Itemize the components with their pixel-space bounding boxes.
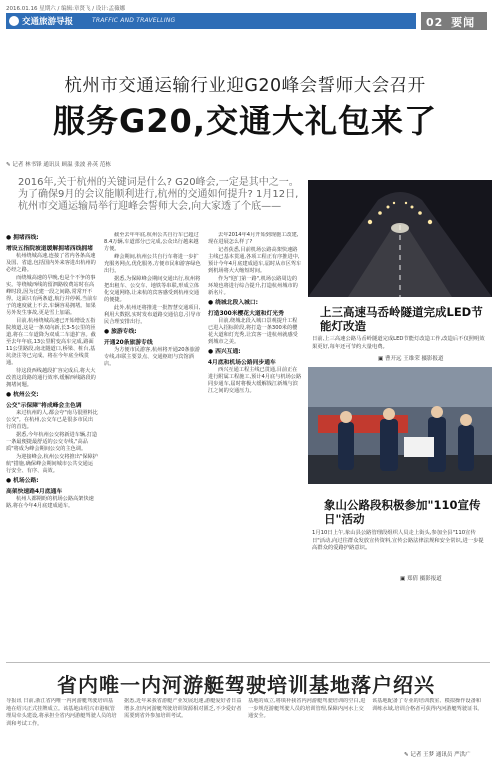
- photo2-caption-body: 1月10日上午,象山县公路管理段组织人员走上街头,参加全县"110宣传日"活动,向过往群众发放宣传资料,宣传公路法律法规和安全常识,进一步提高群众的爱路护路意识。: [312, 530, 484, 551]
- subheading: ● 绕城北段入城口:: [208, 300, 258, 306]
- subheading: 高架快速路4月底通车: [6, 488, 63, 495]
- paragraph: 据悉,为保障峰会期间交通出行,杭州将把出租车、公交车、地铁等串联,形成立体化交通网络,让来杭的宾客感受到杭州交通的便捷。: [104, 276, 201, 303]
- page-number-block: [421, 12, 487, 30]
- article-column-2: [104, 232, 202, 662]
- subheading: ● 杭州公交:: [6, 392, 39, 398]
- paragraph: 西兴互通工程主线已贯通,目前正在进行附属工程施工,预计4月底与机场公路同步通车,届时将极大缓解钱江新城与滨江之间的交通压力。: [208, 367, 302, 394]
- photo2-caption-title: 象山公路段积极参加"110宣传日"活动: [324, 498, 481, 526]
- paragraph: 杭州人都期盼的机场公路高架快速路,将在今年4月底建成通车。: [6, 496, 94, 509]
- paragraph: 而绕城高速的早晚,也是个不争的事实。等绕城西线的留泗路收费站时在高峰时段,因为迁建一段之间路,常常开不得。这面只有两条道,航行并停顿,当前车子的速度就上不去,车辆容易拥堵。如果另外发生事故,更是雪上加霜。: [6, 275, 98, 316]
- photo1-credit: [378, 354, 443, 362]
- bottom-article-column-3: 基地的成立,将填补我省内河游艇驾驶培训的空白,进一步规范游艇驾驶人员的培训管理,保障内河水上交通安全。: [248, 698, 366, 719]
- camera-icon: ▣: [400, 576, 406, 582]
- subheading: 打造300米樱花大道和灯光秀: [208, 310, 284, 317]
- section-title: 交通旅游导报: [22, 17, 74, 27]
- section-title-english: TRAFFIC AND TRAVELLING: [92, 17, 176, 24]
- subheading: 公交"示保障"将成峰会主色调: [6, 402, 82, 409]
- pen-icon: ✎: [6, 162, 11, 168]
- bottom-credit-text: 记者 王梦 通讯员 严洪广: [410, 752, 471, 758]
- subheading: 开通20条旅游专线: [104, 339, 153, 346]
- subheading: ● 旅游专线:: [104, 329, 137, 335]
- page-number: 02: [426, 16, 444, 29]
- lead-paragraph: 2016年,关于杭州的关键词是什么? G20峰会,一定是其中之一。为了确保9月的会议能顺利进行,杭州的交通如何提升? 1月12日,杭州市交通运输局举行迎峰会誓师大会,向大家透了个底——: [18, 177, 299, 212]
- date-line: 2016.01.16 星期六 / 编辑:章贤飞 / 设计:孟薇娜: [6, 6, 126, 12]
- paragraph: 记者获悉,目前机场公路高架快速路主线已基本贯通,各项工程正有序推进中,预计今年4月底建成通车,届时从市区驾车到机场将大大缩短时间。: [208, 247, 302, 274]
- paragraph: 去年2014年4月开始到现施工改建,现在进展怎么样了?: [208, 232, 299, 245]
- section-divider: [6, 662, 490, 663]
- article-column-3: [208, 232, 302, 662]
- newspaper-logo-icon: [9, 16, 19, 26]
- paragraph: 截至去年年底,杭州公共自行车已超过8.4万辆,车道部分已完成,公众出行越来越方便。: [104, 232, 199, 252]
- paragraph: 目前,杭州绕城高速已开始增设五指院坡道,这是一条双向新,长3-5公里的匝道,将在二车道降为双成二车道扩容。截至去年年底,13公里附变高车完成,路面11公里路段,南北隧道口,桥梁、桩台,基坑浇注等已完成。将在今年底全线贯通。: [6, 318, 96, 366]
- paragraph: 据悉,今年杭州公交将新进车辆,打造一条最便捷最舒适的公交专线,"高品质"将成为峰会期间公交的主色调。: [6, 432, 98, 452]
- photo2-credit: [400, 574, 442, 582]
- paragraph: 待这段西线越段扩容完成后,将大大改善这段路的通行效率,缓解西线路段的拥堵问题。: [6, 368, 96, 388]
- photo1-caption-title: 上三高速马岙岭隧道完成LED节能灯改造: [320, 305, 483, 333]
- photo1-caption-body: 日前,上三高速公路马岙岭隧道完成LED节能灯改造工作,改造后不仅照明效果更好,每年还可节约大量电费。: [312, 336, 485, 350]
- paragraph: 此外,杭州还将推进一批智慧交通项目,利用大数据,实时发布道路交通信息,引导市民合理安排出行。: [104, 305, 201, 325]
- headline-kicker: 杭州市交通运输行业迎G20峰会誓师大会召开: [64, 76, 426, 96]
- bottom-article-headline: 省内唯一内河游艇驾驶培训基地落户绍兴: [57, 673, 435, 697]
- byline: [6, 160, 111, 168]
- paragraph: 为迎接峰会,杭州公交将推出"保障护航"措施,确保峰会期间城市公共交通运行安全、有序、高效。: [6, 454, 98, 474]
- bottom-article-column-2: 据悉,近年来我省游艇产业发展迅速,游艇爱好者日益增多,但内河游艇驾驶培训资源相对匮乏,不少爱好者需要到省外参加培训考试。: [124, 698, 242, 719]
- bottom-article-column-1: 导报讯 日前,浙江省内唯一内河游艇驾驶培训基地在绍兴正式挂牌成立。该基地由绍兴市港航管理局牵头建设,将承担全省内河游艇驾驶人员的培训和考试工作。: [6, 698, 117, 727]
- paragraph: 杭州绕城高速,连接了省内各条高速及国、省道,包括国内外来客进出杭州的必经之路。: [6, 253, 96, 273]
- headline-main: 服务G20,交通大礼包来了: [53, 102, 437, 140]
- subheading: ● 拥堵西线:: [6, 235, 39, 241]
- promotion-event-photo: [308, 367, 492, 484]
- subheading: ● 机场公路:: [6, 478, 39, 484]
- bottom-article-credit: [404, 750, 471, 758]
- photo1-credit-text: 曹开远 王维荣 摄影报道: [384, 356, 444, 362]
- byline-text: 记者 林书锋 通讯员 顾温 张波 孙英 范栋: [12, 162, 111, 168]
- camera-icon: ▣: [378, 356, 384, 362]
- paragraph: 来过杭州的人,都会夸"南马很照料比公交"。在杭州,公交车已是很多市民出行的首选。: [6, 410, 98, 430]
- paragraph: 目前,绕城北段入城口景观提升工程已进入招标阶段,将打造一条300米的樱花大道和灯光秀,让宾客一进杭州就感受到城市之美。: [208, 318, 298, 345]
- bottom-article-column-4: 该基地配备了专业的培训教室、模拟操作设备和训练水域,培训合格者可获得内河游艇驾驶证书。: [372, 698, 483, 712]
- page-label: 要闻: [451, 16, 476, 29]
- tunnel-photo: [308, 180, 492, 297]
- paragraph: 作为"迎门第一路",机场公路周边的环境也将进行综合提升,打造杭州城市的新名片。: [208, 276, 298, 296]
- photo2-credit-text: 郑倩 摄影报道: [406, 576, 442, 582]
- article-column-1: [6, 232, 98, 662]
- paragraph: 为方便市民游客,杭州将开通20条旅游专线,串联主要景点、交通枢纽与宾馆酒店。: [104, 347, 201, 367]
- subheading: 增设五指院坡道缓解拥堵西线拥堵: [6, 245, 93, 252]
- paragraph: 峰会期间,杭州公共自行车将进一步扩充服务网点,优化服务,方便市民和游客绿色出行。: [104, 254, 201, 274]
- subheading: ● 西兴互通:: [208, 349, 241, 355]
- subheading: 4月底和机场公路同步通车: [208, 359, 276, 366]
- pen-icon: ✎: [404, 752, 409, 758]
